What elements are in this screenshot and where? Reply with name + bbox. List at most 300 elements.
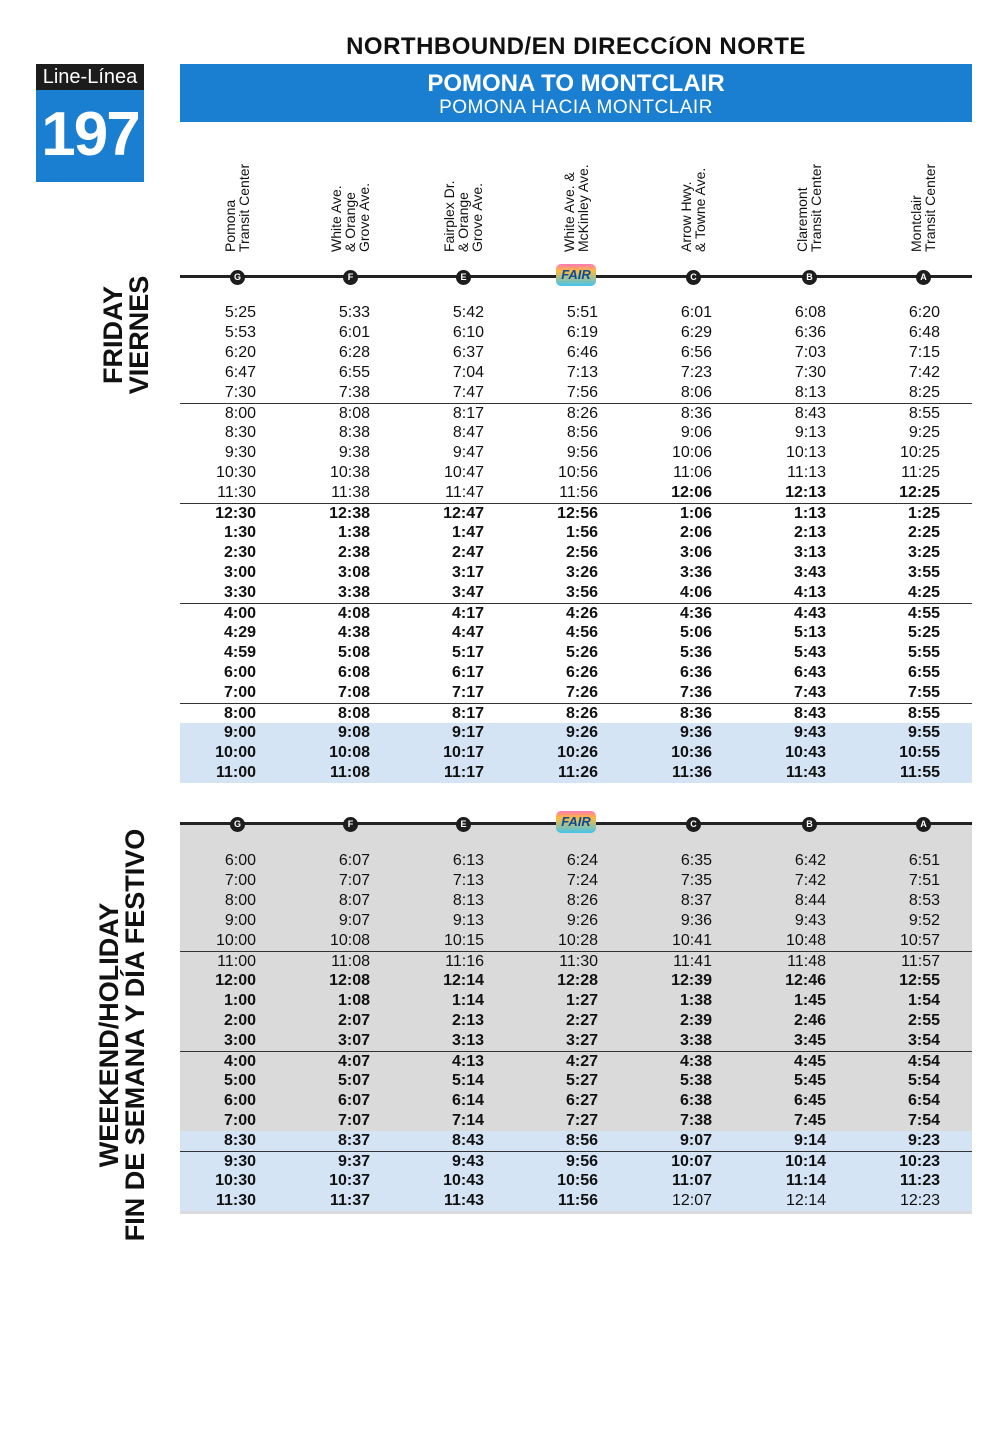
time-cell: 6:07 bbox=[337, 1092, 370, 1109]
time-cell: 3:13 bbox=[793, 544, 826, 561]
time-cell: 6:42 bbox=[794, 852, 826, 869]
time-cell: 1:06 bbox=[679, 505, 712, 522]
time-cell: 8:38 bbox=[338, 424, 370, 441]
table-row bbox=[180, 911, 972, 931]
time-cell: 11:00 bbox=[217, 953, 256, 970]
time-cell: 1:14 bbox=[451, 992, 484, 1009]
time-cell: 4:55 bbox=[907, 605, 940, 622]
time-cell: 7:07 bbox=[338, 872, 370, 889]
time-cell: 9:55 bbox=[907, 724, 940, 741]
time-cell: 11:08 bbox=[331, 953, 370, 970]
time-cell: 10:30 bbox=[215, 1172, 256, 1189]
table-row bbox=[180, 1091, 972, 1111]
time-cell: 8:26 bbox=[565, 705, 598, 722]
time-cell: 6:29 bbox=[680, 324, 712, 341]
route-title-en: POMONA TO MONTCLAIR bbox=[427, 70, 725, 97]
time-cell: 5:42 bbox=[452, 304, 484, 321]
time-cell: 8:30 bbox=[223, 1132, 256, 1149]
time-cell: 3:06 bbox=[679, 544, 712, 561]
table-row bbox=[180, 683, 972, 703]
time-cell: 11:17 bbox=[443, 764, 484, 781]
time-cell: 10:30 bbox=[215, 464, 256, 481]
time-cell: 8:00 bbox=[224, 405, 256, 422]
time-cell: 5:45 bbox=[793, 1072, 826, 1089]
time-cell: 7:42 bbox=[794, 872, 826, 889]
time-cell: 12:14 bbox=[785, 1192, 826, 1209]
time-cell: 2:56 bbox=[565, 544, 598, 561]
time-cell: 8:43 bbox=[451, 1132, 484, 1149]
weekend-section-label bbox=[96, 820, 148, 1250]
table-row bbox=[180, 1191, 972, 1211]
time-cell: 4:43 bbox=[793, 605, 826, 622]
time-cell: 10:47 bbox=[443, 464, 484, 481]
weekend-stop-marker-a: A bbox=[916, 817, 931, 832]
time-cell: 12:13 bbox=[785, 484, 826, 501]
time-cell: 10:23 bbox=[899, 1153, 940, 1170]
time-cell: 11:43 bbox=[443, 1192, 484, 1209]
time-cell: 7:24 bbox=[566, 872, 598, 889]
time-cell: 1:47 bbox=[451, 524, 484, 541]
time-cell: 3:47 bbox=[451, 584, 484, 601]
time-cell: 8:17 bbox=[452, 405, 484, 422]
weekend-label-es: FIN DE SEMANA Y DÍA FESTIVO bbox=[120, 828, 150, 1242]
time-cell: 9:37 bbox=[337, 1153, 370, 1170]
time-cell: 10:38 bbox=[329, 464, 370, 481]
time-cell: 9:26 bbox=[566, 912, 598, 929]
time-cell: 3:38 bbox=[337, 584, 370, 601]
time-cell: 2:13 bbox=[451, 1012, 484, 1029]
time-cell: 6:56 bbox=[680, 344, 712, 361]
time-cell: 12:56 bbox=[557, 505, 598, 522]
table-row bbox=[180, 363, 972, 383]
time-cell: 4:54 bbox=[907, 1053, 940, 1070]
time-cell: 6:07 bbox=[338, 852, 370, 869]
time-cell: 5:08 bbox=[337, 644, 370, 661]
time-cell: 5:33 bbox=[338, 304, 370, 321]
time-cell: 9:56 bbox=[566, 444, 598, 461]
time-cell: 11:56 bbox=[557, 1192, 598, 1209]
weekend-stop-marker-e: E bbox=[456, 817, 471, 832]
time-cell: 1:30 bbox=[223, 524, 256, 541]
time-cell: 6:00 bbox=[223, 1092, 256, 1109]
time-cell: 11:25 bbox=[901, 464, 940, 481]
time-cell: 7:43 bbox=[793, 684, 826, 701]
time-cell: 4:38 bbox=[337, 624, 370, 641]
time-cell: 2:39 bbox=[679, 1012, 712, 1029]
time-cell: 9:43 bbox=[793, 724, 826, 741]
time-cell: 5:54 bbox=[907, 1072, 940, 1089]
weekend-stop-marker-f: F bbox=[343, 817, 358, 832]
time-cell: 9:43 bbox=[451, 1153, 484, 1170]
time-cell: 9:36 bbox=[679, 724, 712, 741]
time-cell: 7:38 bbox=[338, 384, 370, 401]
time-cell: 8:26 bbox=[566, 892, 598, 909]
time-cell: 1:56 bbox=[565, 524, 598, 541]
weekend-stop-marker-g: G bbox=[230, 817, 245, 832]
time-cell: 11:48 bbox=[787, 953, 826, 970]
line-badge bbox=[36, 64, 144, 182]
time-cell: 9:13 bbox=[794, 424, 826, 441]
friday-fair-badge-icon: FAIR bbox=[556, 264, 596, 286]
friday-stop-marker-f: F bbox=[343, 270, 358, 285]
time-cell: 6:43 bbox=[793, 664, 826, 681]
time-cell: 8:55 bbox=[908, 405, 940, 422]
time-cell: 9:07 bbox=[679, 1132, 712, 1149]
time-cell: 7:45 bbox=[793, 1112, 826, 1129]
stop-name-5: Claremont Transit Center bbox=[794, 163, 824, 252]
time-cell: 11:55 bbox=[899, 764, 940, 781]
time-cell: 6:08 bbox=[794, 304, 826, 321]
friday-stop-marker-c: C bbox=[686, 270, 701, 285]
table-row bbox=[180, 1111, 972, 1131]
time-cell: 5:14 bbox=[451, 1072, 484, 1089]
time-cell: 7:00 bbox=[223, 1112, 256, 1129]
time-cell: 11:57 bbox=[901, 953, 940, 970]
time-cell: 2:30 bbox=[223, 544, 256, 561]
time-cell: 6:55 bbox=[338, 364, 370, 381]
time-cell: 9:14 bbox=[793, 1132, 826, 1149]
table-row bbox=[180, 1131, 972, 1151]
table-row bbox=[180, 763, 972, 783]
time-cell: 6:01 bbox=[338, 324, 370, 341]
time-cell: 12:39 bbox=[671, 972, 712, 989]
time-cell: 6:46 bbox=[566, 344, 598, 361]
time-cell: 1:25 bbox=[907, 505, 940, 522]
weekend-stop-marker-c: C bbox=[686, 817, 701, 832]
time-cell: 1:13 bbox=[793, 505, 826, 522]
time-cell: 8:26 bbox=[566, 405, 598, 422]
table-row bbox=[180, 523, 972, 543]
time-cell: 8:55 bbox=[907, 705, 940, 722]
time-cell: 11:56 bbox=[559, 484, 598, 501]
friday-schedule-table bbox=[180, 303, 972, 783]
time-cell: 10:56 bbox=[557, 464, 598, 481]
friday-stop-marker-g: G bbox=[230, 270, 245, 285]
time-cell: 7:13 bbox=[452, 872, 484, 889]
time-cell: 1:00 bbox=[223, 992, 256, 1009]
time-cell: 6:17 bbox=[451, 664, 484, 681]
time-cell: 3:36 bbox=[679, 564, 712, 581]
time-cell: 3:26 bbox=[565, 564, 598, 581]
time-cell: 11:30 bbox=[559, 953, 598, 970]
time-cell: 8:08 bbox=[337, 705, 370, 722]
time-cell: 8:47 bbox=[452, 424, 484, 441]
time-cell: 12:14 bbox=[443, 972, 484, 989]
time-cell: 7:00 bbox=[224, 872, 256, 889]
time-cell: 7:14 bbox=[451, 1112, 484, 1129]
table-row bbox=[180, 951, 972, 971]
time-cell: 8:13 bbox=[794, 384, 826, 401]
time-cell: 12:00 bbox=[215, 972, 256, 989]
table-row bbox=[180, 603, 972, 623]
time-cell: 6:51 bbox=[908, 852, 940, 869]
time-cell: 7:17 bbox=[451, 684, 484, 701]
time-cell: 8:07 bbox=[338, 892, 370, 909]
time-cell: 3:08 bbox=[337, 564, 370, 581]
table-row bbox=[180, 323, 972, 343]
time-cell: 6:47 bbox=[224, 364, 256, 381]
time-cell: 10:37 bbox=[329, 1172, 370, 1189]
time-cell: 7:13 bbox=[566, 364, 598, 381]
table-row bbox=[180, 563, 972, 583]
time-cell: 1:45 bbox=[793, 992, 826, 1009]
friday-stop-marker-b: B bbox=[802, 270, 817, 285]
friday-section-label bbox=[100, 275, 152, 395]
time-cell: 1:54 bbox=[907, 992, 940, 1009]
time-cell: 6:08 bbox=[337, 664, 370, 681]
time-cell: 9:08 bbox=[337, 724, 370, 741]
time-cell: 9:43 bbox=[794, 912, 826, 929]
table-row bbox=[180, 463, 972, 483]
time-cell: 4:59 bbox=[223, 644, 256, 661]
time-cell: 10:13 bbox=[785, 444, 826, 461]
time-cell: 7:38 bbox=[679, 1112, 712, 1129]
time-cell: 6:20 bbox=[908, 304, 940, 321]
time-cell: 10:41 bbox=[671, 932, 712, 949]
time-cell: 1:27 bbox=[565, 992, 598, 1009]
stop-name-4: Arrow Hwy. & Towne Ave. bbox=[678, 167, 708, 252]
time-cell: 11:30 bbox=[215, 1192, 256, 1209]
time-cell: 9:07 bbox=[338, 912, 370, 929]
table-row bbox=[180, 871, 972, 891]
table-row bbox=[180, 991, 972, 1011]
time-cell: 2:38 bbox=[337, 544, 370, 561]
time-cell: 8:25 bbox=[908, 384, 940, 401]
time-cell: 4:06 bbox=[679, 584, 712, 601]
time-cell: 6:00 bbox=[223, 664, 256, 681]
table-row bbox=[180, 583, 972, 603]
time-cell: 5:55 bbox=[907, 644, 940, 661]
time-cell: 5:17 bbox=[451, 644, 484, 661]
time-cell: 9:30 bbox=[224, 444, 256, 461]
time-cell: 6:10 bbox=[452, 324, 484, 341]
time-cell: 4:38 bbox=[679, 1053, 712, 1070]
table-row bbox=[180, 971, 972, 991]
time-cell: 3:45 bbox=[793, 1032, 826, 1049]
time-cell: 4:36 bbox=[679, 605, 712, 622]
time-cell: 10:56 bbox=[557, 1172, 598, 1189]
time-cell: 2:06 bbox=[679, 524, 712, 541]
time-cell: 7:08 bbox=[337, 684, 370, 701]
time-cell: 7:42 bbox=[908, 364, 940, 381]
table-row bbox=[180, 343, 972, 363]
time-cell: 7:04 bbox=[452, 364, 484, 381]
time-cell: 12:30 bbox=[215, 505, 256, 522]
time-cell: 9:00 bbox=[223, 724, 256, 741]
time-cell: 3:56 bbox=[565, 584, 598, 601]
stop-name-6: Montclair Transit Center bbox=[908, 163, 938, 252]
stop-name-2: Fairplex Dr. & Orange Grove Ave. bbox=[441, 180, 485, 252]
time-cell: 5:26 bbox=[565, 644, 598, 661]
time-cell: 7:07 bbox=[337, 1112, 370, 1129]
time-cell: 3:30 bbox=[223, 584, 256, 601]
time-cell: 3:17 bbox=[451, 564, 484, 581]
stop-name-0: Pomona Transit Center bbox=[222, 163, 252, 252]
time-cell: 10:15 bbox=[443, 932, 484, 949]
time-cell: 2:47 bbox=[451, 544, 484, 561]
time-cell: 6:36 bbox=[794, 324, 826, 341]
time-cell: 8:56 bbox=[566, 424, 598, 441]
table-row bbox=[180, 1151, 972, 1171]
route-title-es: POMONA HACIA MONTCLAIR bbox=[439, 97, 713, 118]
table-row bbox=[180, 931, 972, 951]
time-cell: 7:56 bbox=[566, 384, 598, 401]
time-cell: 4:13 bbox=[793, 584, 826, 601]
time-cell: 6:37 bbox=[452, 344, 484, 361]
time-cell: 10:43 bbox=[443, 1172, 484, 1189]
time-cell: 9:30 bbox=[223, 1153, 256, 1170]
time-cell: 5:13 bbox=[793, 624, 826, 641]
time-cell: 6:54 bbox=[907, 1092, 940, 1109]
time-cell: 12:25 bbox=[899, 484, 940, 501]
time-cell: 11:30 bbox=[217, 484, 256, 501]
table-row bbox=[180, 851, 972, 871]
time-cell: 8:30 bbox=[224, 424, 256, 441]
time-cell: 7:27 bbox=[565, 1112, 598, 1129]
weekend-label-en: WEEKEND/HOLIDAY bbox=[94, 902, 124, 1168]
time-cell: 11:06 bbox=[673, 464, 712, 481]
table-row bbox=[180, 483, 972, 503]
time-cell: 9:26 bbox=[565, 724, 598, 741]
time-cell: 8:06 bbox=[680, 384, 712, 401]
table-row bbox=[180, 383, 972, 403]
stop-name-1: White Ave. & Orange Grove Ave. bbox=[328, 182, 372, 252]
time-cell: 11:13 bbox=[787, 464, 826, 481]
time-cell: 10:25 bbox=[899, 444, 940, 461]
time-cell: 6:48 bbox=[908, 324, 940, 341]
time-cell: 8:00 bbox=[224, 892, 256, 909]
time-cell: 5:53 bbox=[224, 324, 256, 341]
time-cell: 8:56 bbox=[565, 1132, 598, 1149]
time-cell: 10:14 bbox=[785, 1153, 826, 1170]
time-cell: 7:26 bbox=[565, 684, 598, 701]
friday-stop-marker-e: E bbox=[456, 270, 471, 285]
time-cell: 5:36 bbox=[679, 644, 712, 661]
time-cell: 11:36 bbox=[671, 764, 712, 781]
time-cell: 3:55 bbox=[907, 564, 940, 581]
time-cell: 12:06 bbox=[671, 484, 712, 501]
direction-heading: NORTHBOUND/EN DIRECCíON NORTE bbox=[346, 33, 806, 60]
time-cell: 10:00 bbox=[215, 744, 256, 761]
time-cell: 4:27 bbox=[565, 1053, 598, 1070]
time-cell: 3:27 bbox=[565, 1032, 598, 1049]
time-cell: 7:00 bbox=[223, 684, 256, 701]
time-cell: 10:57 bbox=[899, 932, 940, 949]
time-cell: 2:27 bbox=[565, 1012, 598, 1029]
time-cell: 1:38 bbox=[679, 992, 712, 1009]
time-cell: 3:38 bbox=[679, 1032, 712, 1049]
time-cell: 4:45 bbox=[793, 1053, 826, 1070]
table-row bbox=[180, 443, 972, 463]
time-cell: 9:36 bbox=[680, 912, 712, 929]
time-cell: 8:53 bbox=[908, 892, 940, 909]
time-cell: 7:54 bbox=[907, 1112, 940, 1129]
time-cell: 5:51 bbox=[566, 304, 598, 321]
table-row bbox=[180, 503, 972, 523]
time-cell: 9:25 bbox=[908, 424, 940, 441]
time-cell: 12:47 bbox=[443, 505, 484, 522]
time-cell: 4:00 bbox=[223, 605, 256, 622]
time-cell: 9:23 bbox=[907, 1132, 940, 1149]
time-cell: 4:07 bbox=[337, 1053, 370, 1070]
time-cell: 7:55 bbox=[907, 684, 940, 701]
table-row bbox=[180, 703, 972, 723]
table-row bbox=[180, 723, 972, 743]
time-cell: 9:38 bbox=[338, 444, 370, 461]
line-number: 197 bbox=[41, 100, 139, 169]
weekend-schedule-table bbox=[180, 851, 972, 1211]
time-cell: 8:36 bbox=[679, 705, 712, 722]
time-cell: 10:48 bbox=[785, 932, 826, 949]
time-cell: 9:06 bbox=[680, 424, 712, 441]
time-cell: 10:08 bbox=[329, 932, 370, 949]
time-cell: 7:36 bbox=[679, 684, 712, 701]
time-cell: 3:54 bbox=[907, 1032, 940, 1049]
friday-label-es: VIERNES bbox=[124, 275, 154, 395]
time-cell: 9:47 bbox=[452, 444, 484, 461]
time-cell: 12:23 bbox=[899, 1192, 940, 1209]
friday-stop-marker-a: A bbox=[916, 270, 931, 285]
time-cell: 11:47 bbox=[445, 484, 484, 501]
time-cell: 6:01 bbox=[680, 304, 712, 321]
time-cell: 5:07 bbox=[337, 1072, 370, 1089]
time-cell: 12:38 bbox=[329, 505, 370, 522]
time-cell: 2:13 bbox=[793, 524, 826, 541]
time-cell: 10:17 bbox=[443, 744, 484, 761]
time-cell: 2:25 bbox=[907, 524, 940, 541]
time-cell: 6:27 bbox=[565, 1092, 598, 1109]
time-cell: 6:55 bbox=[907, 664, 940, 681]
time-cell: 12:08 bbox=[329, 972, 370, 989]
time-cell: 4:17 bbox=[451, 605, 484, 622]
time-cell: 8:37 bbox=[337, 1132, 370, 1149]
time-cell: 5:38 bbox=[679, 1072, 712, 1089]
time-cell: 4:26 bbox=[565, 605, 598, 622]
time-cell: 10:36 bbox=[671, 744, 712, 761]
table-row bbox=[180, 1071, 972, 1091]
time-cell: 6:35 bbox=[680, 852, 712, 869]
time-cell: 12:46 bbox=[785, 972, 826, 989]
time-cell: 4:08 bbox=[337, 605, 370, 622]
table-row bbox=[180, 403, 972, 423]
table-row bbox=[180, 643, 972, 663]
time-cell: 8:36 bbox=[680, 405, 712, 422]
time-cell: 8:17 bbox=[451, 705, 484, 722]
time-cell: 12:28 bbox=[557, 972, 598, 989]
table-row bbox=[180, 303, 972, 323]
time-cell: 6:26 bbox=[565, 664, 598, 681]
time-cell: 6:36 bbox=[679, 664, 712, 681]
time-cell: 10:43 bbox=[785, 744, 826, 761]
table-row bbox=[180, 663, 972, 683]
friday-label-en: FRIDAY bbox=[98, 285, 128, 385]
time-cell: 10:08 bbox=[329, 744, 370, 761]
time-cell: 5:27 bbox=[565, 1072, 598, 1089]
time-cell: 4:25 bbox=[907, 584, 940, 601]
time-cell: 3:43 bbox=[793, 564, 826, 581]
table-row bbox=[180, 543, 972, 563]
weekend-stop-marker-b: B bbox=[802, 817, 817, 832]
time-cell: 2:00 bbox=[223, 1012, 256, 1029]
time-cell: 4:29 bbox=[223, 624, 256, 641]
time-cell: 6:24 bbox=[566, 852, 598, 869]
time-cell: 5:06 bbox=[679, 624, 712, 641]
time-cell: 11:07 bbox=[671, 1172, 712, 1189]
time-cell: 10:06 bbox=[671, 444, 712, 461]
time-cell: 1:08 bbox=[337, 992, 370, 1009]
time-cell: 3:13 bbox=[451, 1032, 484, 1049]
time-cell: 5:25 bbox=[224, 304, 256, 321]
